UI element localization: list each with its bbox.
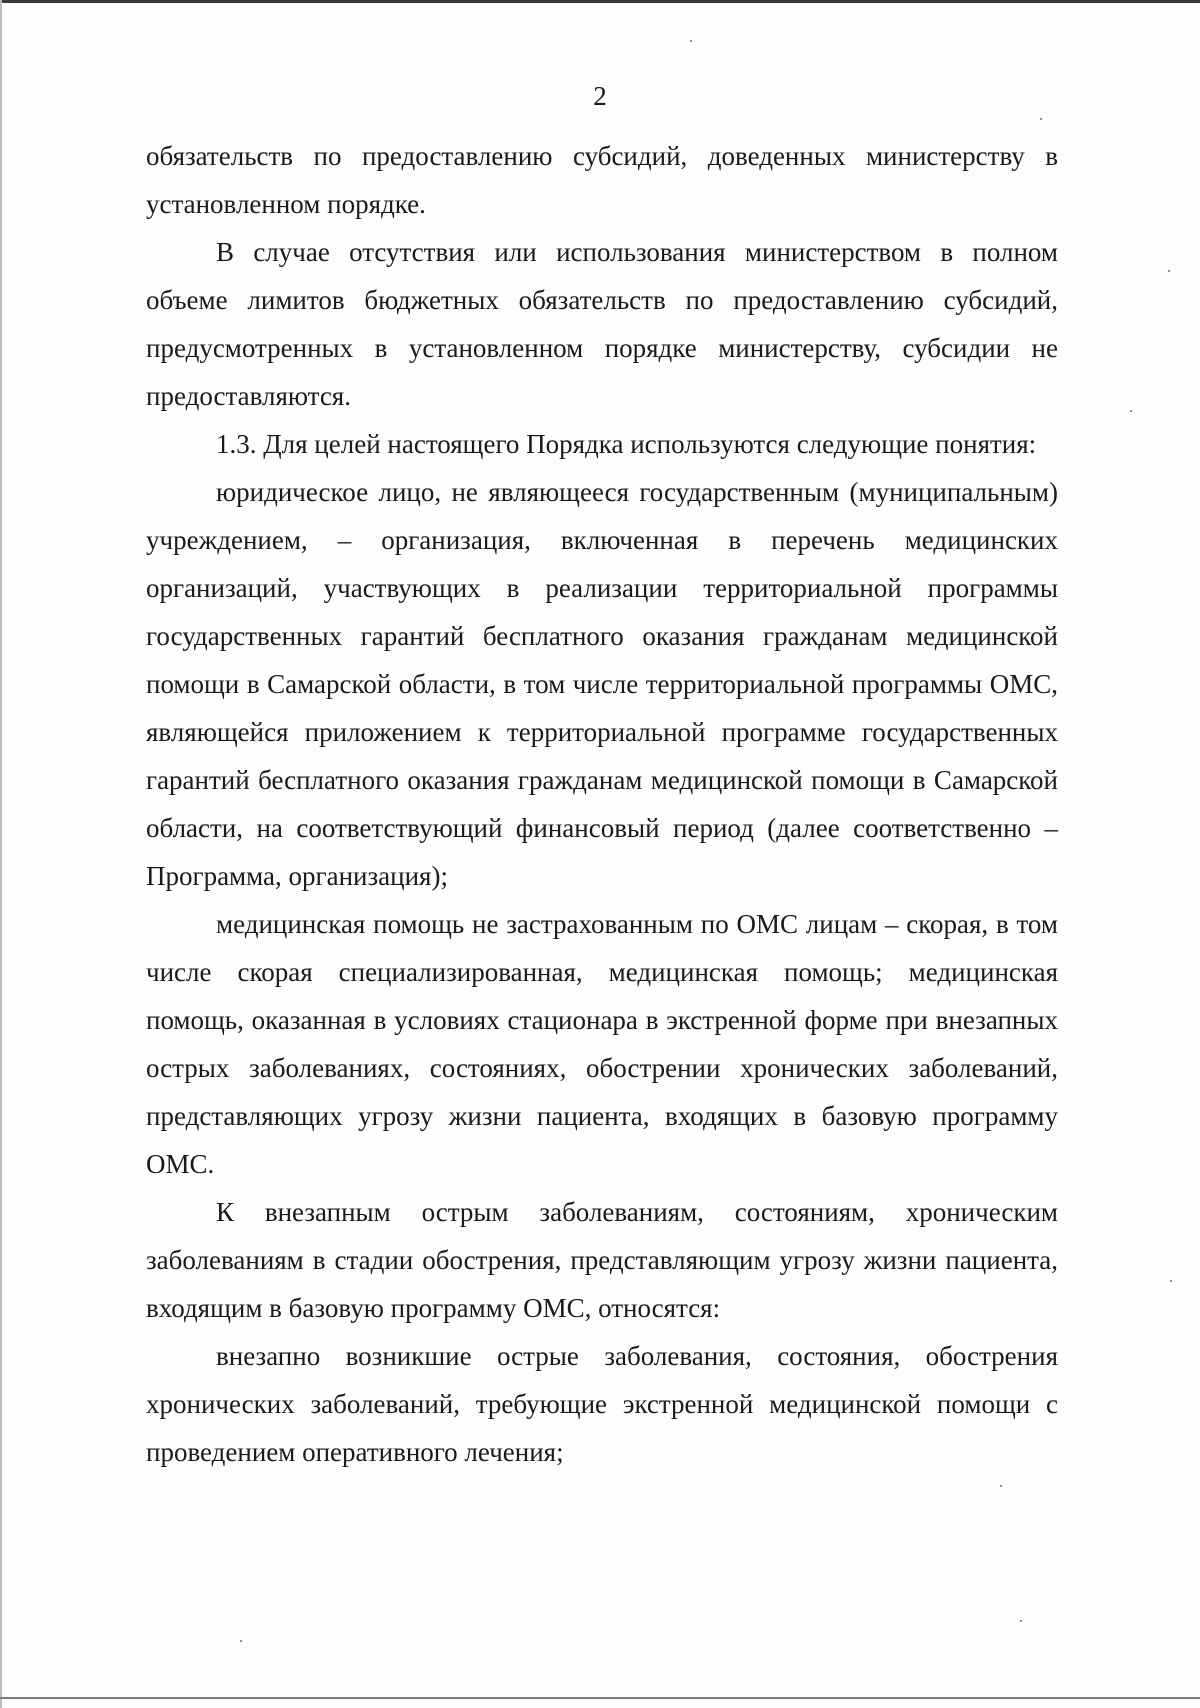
- scan-edge-left: [0, 0, 2, 1708]
- paragraph-legal-entity-definition: юридическое лицо, не являющееся государственным (муниципальным) учреждением, – организация, включенная в перечень медицинских организаций, участвующих в реализации территориальной программы государственных гарантий бесплатного оказания гражданам медицинской помощи в Самарской области, в том числе территориальной программы ОМС, являющейся приложением к территориальной программе государственных гарантий бесплатного оказания гражданам медицинской помощи в Самарской области, на соответствующий финансовый период (далее соответственно – Программа, организация);: [146, 477, 1058, 891]
- scan-speck: [1020, 1620, 1022, 1622]
- scan-speck: [1130, 410, 1132, 412]
- paragraph-acute-list-item: внезапно возникшие острые заболевания, состояния, обострения хронических заболеваний, требующие экстренной медицинской помощи с проведением оперативного лечения;: [146, 1341, 1058, 1467]
- scan-edge-top: [0, 0, 1200, 3]
- page-number: 2: [593, 81, 607, 111]
- scan-speck: [690, 40, 692, 42]
- document-body: [146, 132, 1058, 1476]
- scan-speck: [1170, 1280, 1172, 1282]
- paragraph-continuation: обязательств по предоставлению субсидий, доведенных министерству в установленном порядке.: [146, 141, 1058, 219]
- scan-speck: [1000, 1485, 1002, 1487]
- scan-edge-bottom: [0, 1697, 1200, 1699]
- scan-speck: [1168, 270, 1170, 272]
- paragraph-definitions-intro: 1.3. Для целей настоящего Порядка используются следующие понятия:: [216, 429, 1037, 459]
- scan-speck: [240, 1640, 242, 1642]
- paragraph-subsidy-limits: В случае отсутствия или использования министерством в полном объеме лимитов бюджетных обязательств по предоставлению субсидий, предусмотренных в установленном порядке министерству, субсидии не предоставляются.: [146, 237, 1058, 411]
- paragraph-acute-conditions: К внезапным острым заболеваниям, состояниям, хроническим заболеваниям в стадии обострения, представляющим угрозу жизни пациента, входящим в базовую программу ОМС, относятся:: [146, 1197, 1058, 1323]
- paragraph-medical-care-definition: медицинская помощь не застрахованным по ОМС лицам – скорая, в том числе скорая специализированная, медицинская помощь; медицинская помощь, оказанная в условиях стационара в экстренной форме при внезапных острых заболеваниях, состояниях, обострении хронических заболеваний, представляющих угрозу жизни пациента, входящих в базовую программу ОМС.: [146, 909, 1058, 1179]
- scan-speck: [1040, 118, 1042, 120]
